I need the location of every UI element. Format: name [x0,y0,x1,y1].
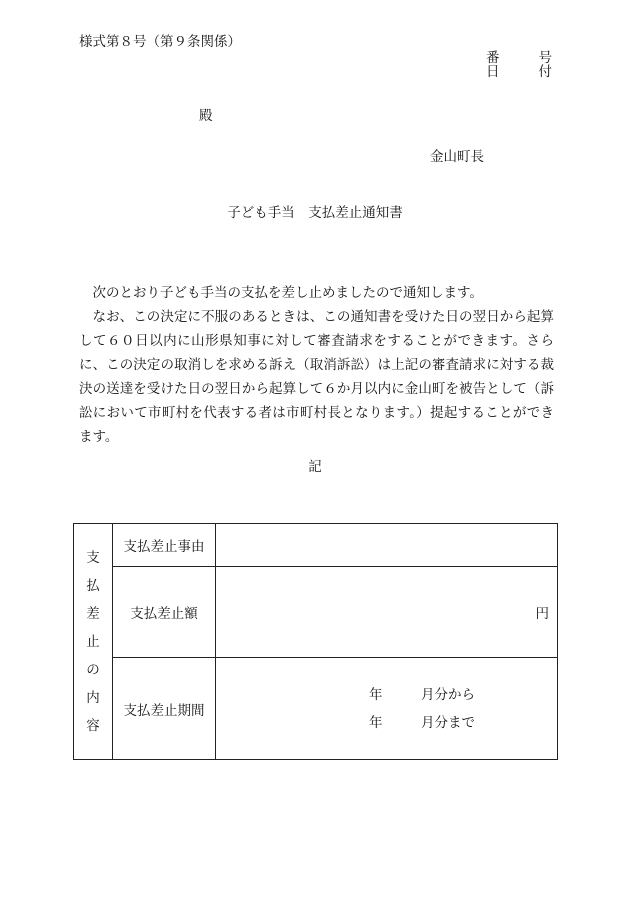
date-label-char-2: 付 [538,64,552,80]
document-date-label [486,66,552,80]
side-header-char: の [86,661,100,678]
amount-label: 支払差止額 [113,567,216,658]
reason-label: 支払差止事由 [113,524,216,567]
side-header-char: 支 [86,549,100,566]
period-from-line [216,681,557,709]
table-row-amount [74,567,558,658]
period-label: 支払差止期間 [113,658,216,760]
period-to-month: 月分まで [421,714,475,731]
date-label-char-1: 日 [486,64,500,80]
period-from-month: 月分から [421,686,475,703]
document-title: 子ども手当 支払差止通知書 [227,205,403,221]
period-from-year: 年 [369,686,383,703]
period-value-cell [216,658,558,760]
ki-heading: 記 [308,459,322,475]
table-row-period [74,658,558,760]
form-number: 様式第８号（第９条関係） [79,34,241,50]
side-header-char: 内 [86,689,100,706]
suspension-details-table [73,523,558,760]
number-label-char-2: 号 [538,50,552,66]
table-row-reason [74,524,558,567]
period-to-line [216,709,557,737]
appeal-paragraph: なお、この決定に不服のあるときは、この通知書を受けた日の翌日から起算して６０日以内に山形県知事に対して審査請求をすることができます。さらに、この決定の取消しを求める訴え（取消訴訟）は上記の審査請求に対する裁決の送達を受けた日の翌日から起算して６か月以内に金山町を被告として（訴訟において市町村を代表する者は市町村長となります。）提起することができます。 [79,309,554,445]
period-to-year: 年 [369,714,383,731]
side-header-char: 止 [86,633,100,650]
amount-value-cell [216,567,558,658]
side-header-char: 差 [86,605,100,622]
side-header [74,524,113,760]
number-label-char-1: 番 [486,50,500,66]
side-header-char: 容 [86,717,100,734]
yen-unit: 円 [535,606,549,622]
addressee-honorific: 殿 [199,108,213,124]
side-header-char: 払 [86,577,100,594]
notice-paragraph-1: 次のとおり子ども手当の支払を差し止めましたので通知します。 [92,285,483,301]
issuer-name: 金山町長 [430,149,484,165]
reason-value-cell [216,524,558,567]
